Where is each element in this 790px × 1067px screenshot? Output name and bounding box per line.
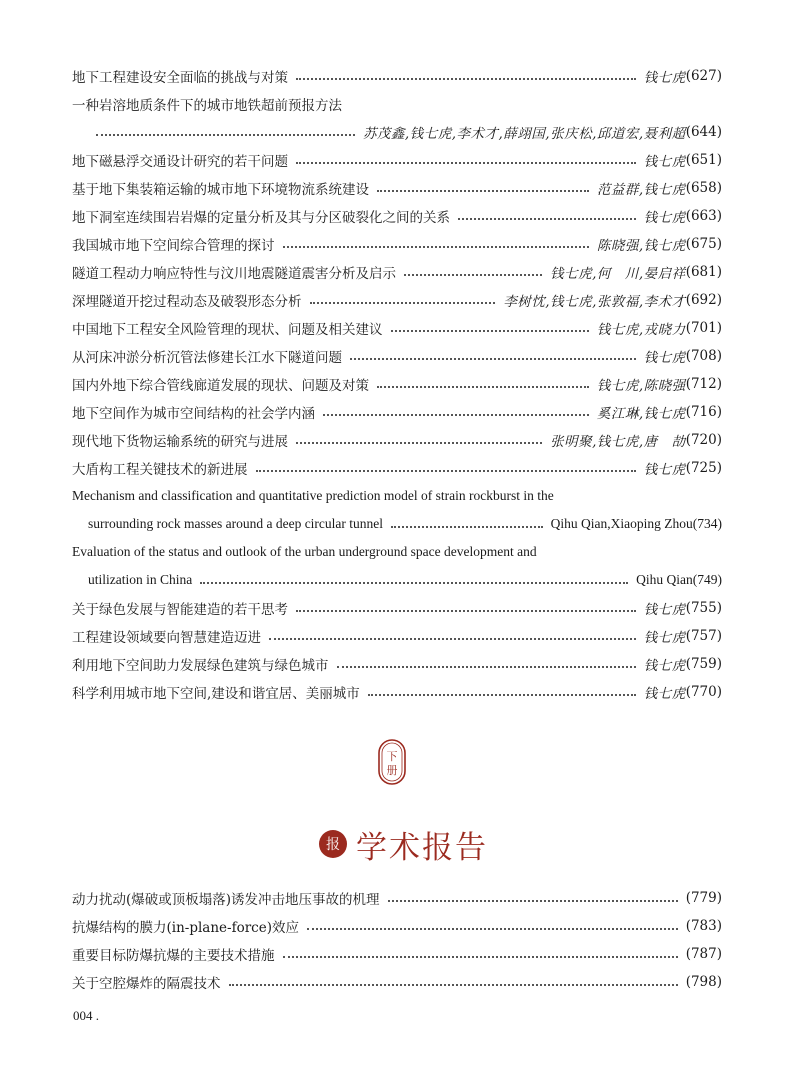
toc-entry[interactable] <box>72 940 722 968</box>
table-of-contents-upper <box>72 62 722 706</box>
toc-entry-author: 奚江琳,钱七虎 <box>596 406 686 422</box>
leader-dots <box>296 441 542 444</box>
toc-entry[interactable] <box>72 258 722 286</box>
toc-entry-title: 隧道工程动力响应特性与汶川地震隧道震害分析及启示 <box>72 266 396 282</box>
toc-entry[interactable] <box>72 426 722 454</box>
toc-entry-title: 重要目标防爆抗爆的主要技术措施 <box>72 948 275 964</box>
toc-entry-author: 钱七虎 <box>643 210 686 226</box>
section-seal-icon <box>318 829 348 859</box>
toc-entry-title: 地下洞室连续围岩岩爆的定量分析及其与分区破裂化之间的关系 <box>72 210 450 226</box>
toc-title-line: Evaluation of the status and outlook of the urban underground space development and <box>72 544 537 559</box>
toc-entry[interactable] <box>72 968 722 996</box>
toc-entry[interactable] <box>72 566 722 594</box>
toc-entry-author: 钱七虎 <box>643 630 686 646</box>
toc-entry-page: (644) <box>685 124 722 140</box>
leader-dots <box>96 133 355 136</box>
toc-entry-author: 苏茂鑫,钱七虎,李术才,薛翊国,张庆松,邱道宏,聂利超 <box>362 126 686 142</box>
toc-entry[interactable] <box>72 286 722 314</box>
toc-entry-page: (755) <box>685 600 722 616</box>
toc-entry-page: (770) <box>685 684 722 700</box>
leader-dots <box>337 665 636 668</box>
toc-entry-author: 钱七虎,何 川,晏启祥 <box>550 266 686 282</box>
toc-entry-page: (716) <box>685 404 722 420</box>
toc-entry-page: (658) <box>685 180 722 196</box>
page-number: 004 . <box>73 1008 99 1023</box>
toc-entry-author: 李树忱,钱七虎,张敦福,李术才 <box>503 294 686 310</box>
toc-entry[interactable] <box>72 342 722 370</box>
toc-entry-page: (627) <box>685 68 722 84</box>
leader-dots <box>283 955 678 958</box>
toc-entry[interactable] <box>72 118 722 146</box>
toc-entry[interactable] <box>72 146 722 174</box>
toc-title-line: Mechanism and classification and quantitative prediction model of strain rockburst in the <box>72 488 554 503</box>
toc-entry-page: (779) <box>685 890 722 906</box>
toc-entry-page: (749) <box>692 572 722 587</box>
toc-entry[interactable] <box>72 62 722 90</box>
toc-entry[interactable] <box>72 398 722 426</box>
toc-entry[interactable] <box>72 510 722 538</box>
toc-entry-title: 科学利用城市地下空间,建设和谐宜居、美丽城市 <box>72 686 360 702</box>
toc-entry-title: 抗爆结构的膜力(in-plane-force)效应 <box>72 920 299 936</box>
leader-dots <box>307 927 678 930</box>
toc-entry-page: (692) <box>685 292 722 308</box>
leader-dots <box>310 301 496 304</box>
toc-entry-page: (787) <box>685 946 722 962</box>
toc-entry-page: (675) <box>685 236 722 252</box>
toc-entry-page: (757) <box>685 628 722 644</box>
toc-entry-author: Qihu Qian <box>636 572 693 587</box>
toc-entry-author: 钱七虎 <box>643 602 686 618</box>
toc-entry-title: 关于绿色发展与智能建造的若干思考 <box>72 602 288 618</box>
toc-entry-page: (681) <box>685 264 722 280</box>
leader-dots <box>377 189 589 192</box>
toc-entry-page: (712) <box>685 376 722 392</box>
toc-entry-page: (725) <box>685 460 722 476</box>
leader-dots <box>296 77 636 80</box>
toc-entry-author: 钱七虎 <box>643 154 686 170</box>
toc-entry-author: 钱七虎 <box>643 70 686 86</box>
leader-dots <box>388 899 678 902</box>
section-heading <box>318 824 488 864</box>
toc-entry-page: (720) <box>685 432 722 448</box>
toc-entry[interactable] <box>72 884 722 912</box>
leader-dots <box>391 329 589 332</box>
volume-seal-icon <box>376 738 408 786</box>
toc-entry[interactable] <box>72 370 722 398</box>
toc-entry-title: 国内外地下综合管线廊道发展的现状、问题及对策 <box>72 378 369 394</box>
leader-dots <box>256 469 636 472</box>
leader-dots <box>283 245 589 248</box>
toc-entry-page: (708) <box>685 348 722 364</box>
toc-entry-author: 钱七虎 <box>643 658 686 674</box>
toc-entry-title: 大盾构工程关键技术的新进展 <box>72 462 248 478</box>
toc-entry-page: (651) <box>685 152 722 168</box>
toc-entry-author: 钱七虎 <box>643 350 686 366</box>
toc-entry-title: 地下空间作为城市空间结构的社会学内涵 <box>72 406 315 422</box>
toc-entry-page: (734) <box>692 516 722 531</box>
leader-dots <box>200 581 628 584</box>
toc-entry-author: 钱七虎 <box>643 686 686 702</box>
toc-entry-title: 深埋隧道开挖过程动态及破裂形态分析 <box>72 294 302 310</box>
toc-entry-title: 我国城市地下空间综合管理的探讨 <box>72 238 275 254</box>
toc-entry[interactable] <box>72 912 722 940</box>
section-seal-char: 报 <box>326 837 340 853</box>
toc-entry-page: (663) <box>685 208 722 224</box>
leader-dots <box>404 273 542 276</box>
toc-entry-title: 中国地下工程安全风险管理的现状、问题及相关建议 <box>72 322 383 338</box>
toc-entry[interactable] <box>72 678 722 706</box>
toc-entry[interactable] <box>72 314 722 342</box>
toc-title-line: 一种岩溶地质条件下的城市地铁超前预报方法 <box>72 98 342 114</box>
toc-entry[interactable] <box>72 174 722 202</box>
toc-entry-author: 钱七虎 <box>643 462 686 478</box>
leader-dots <box>269 637 636 640</box>
toc-entry[interactable] <box>72 622 722 650</box>
leader-dots <box>229 983 678 986</box>
volume-seal-char-2: 册 <box>386 764 398 777</box>
toc-entry-title: 地下磁悬浮交通设计研究的若干问题 <box>72 154 288 170</box>
leader-dots <box>296 609 636 612</box>
toc-entry[interactable] <box>72 650 722 678</box>
toc-entry-title: 地下工程建设安全面临的挑战与对策 <box>72 70 288 86</box>
toc-entry-title: 基于地下集装箱运输的城市地下环境物流系统建设 <box>72 182 369 198</box>
leader-dots <box>368 693 636 696</box>
toc-entry[interactable] <box>72 454 722 482</box>
leader-dots <box>323 413 589 416</box>
toc-entry-title: surrounding rock masses around a deep circular tunnel <box>88 516 384 531</box>
toc-entry-title: 从河床冲淤分析沉管法修建长江水下隧道问题 <box>72 350 342 366</box>
toc-entry-title: 现代地下货物运输系统的研究与进展 <box>72 434 288 450</box>
toc-entry-page: (798) <box>685 974 722 990</box>
toc-entry[interactable] <box>72 230 722 258</box>
toc-entry-title: 工程建设领域要向智慧建造迈进 <box>72 630 261 646</box>
toc-entry-page: (759) <box>685 656 722 672</box>
leader-dots <box>350 357 636 360</box>
leader-dots <box>391 525 543 528</box>
toc-entry-author: 陈晓强,钱七虎 <box>596 238 686 254</box>
leader-dots <box>458 217 636 220</box>
table-of-contents-lower <box>72 884 722 996</box>
section-title: 学术报告 <box>356 829 488 866</box>
toc-entry-title: 动力扰动(爆破或顶板塌落)诱发冲击地压事故的机理 <box>72 892 380 908</box>
leader-dots <box>296 161 636 164</box>
toc-entry-page: (783) <box>685 918 722 934</box>
toc-entry[interactable] <box>72 594 722 622</box>
toc-entry-title: utilization in China <box>88 572 193 587</box>
volume-seal-char-1: 下 <box>386 750 398 763</box>
toc-entry-author: 范益群,钱七虎 <box>596 182 686 198</box>
toc-entry-author: Qihu Qian,Xiaoping Zhou <box>550 516 693 531</box>
toc-entry-author: 张明聚,钱七虎,唐 劼 <box>550 434 686 450</box>
toc-entry-author: 钱七虎,陈晓强 <box>596 378 686 394</box>
toc-entry-title: 利用地下空间助力发展绿色建筑与绿色城市 <box>72 658 329 674</box>
toc-entry[interactable] <box>72 202 722 230</box>
leader-dots <box>377 385 589 388</box>
toc-entry-title: 关于空腔爆炸的隔震技术 <box>72 976 221 992</box>
toc-entry-page: (701) <box>685 320 722 336</box>
toc-entry-author: 钱七虎,戎晓力 <box>596 322 686 338</box>
